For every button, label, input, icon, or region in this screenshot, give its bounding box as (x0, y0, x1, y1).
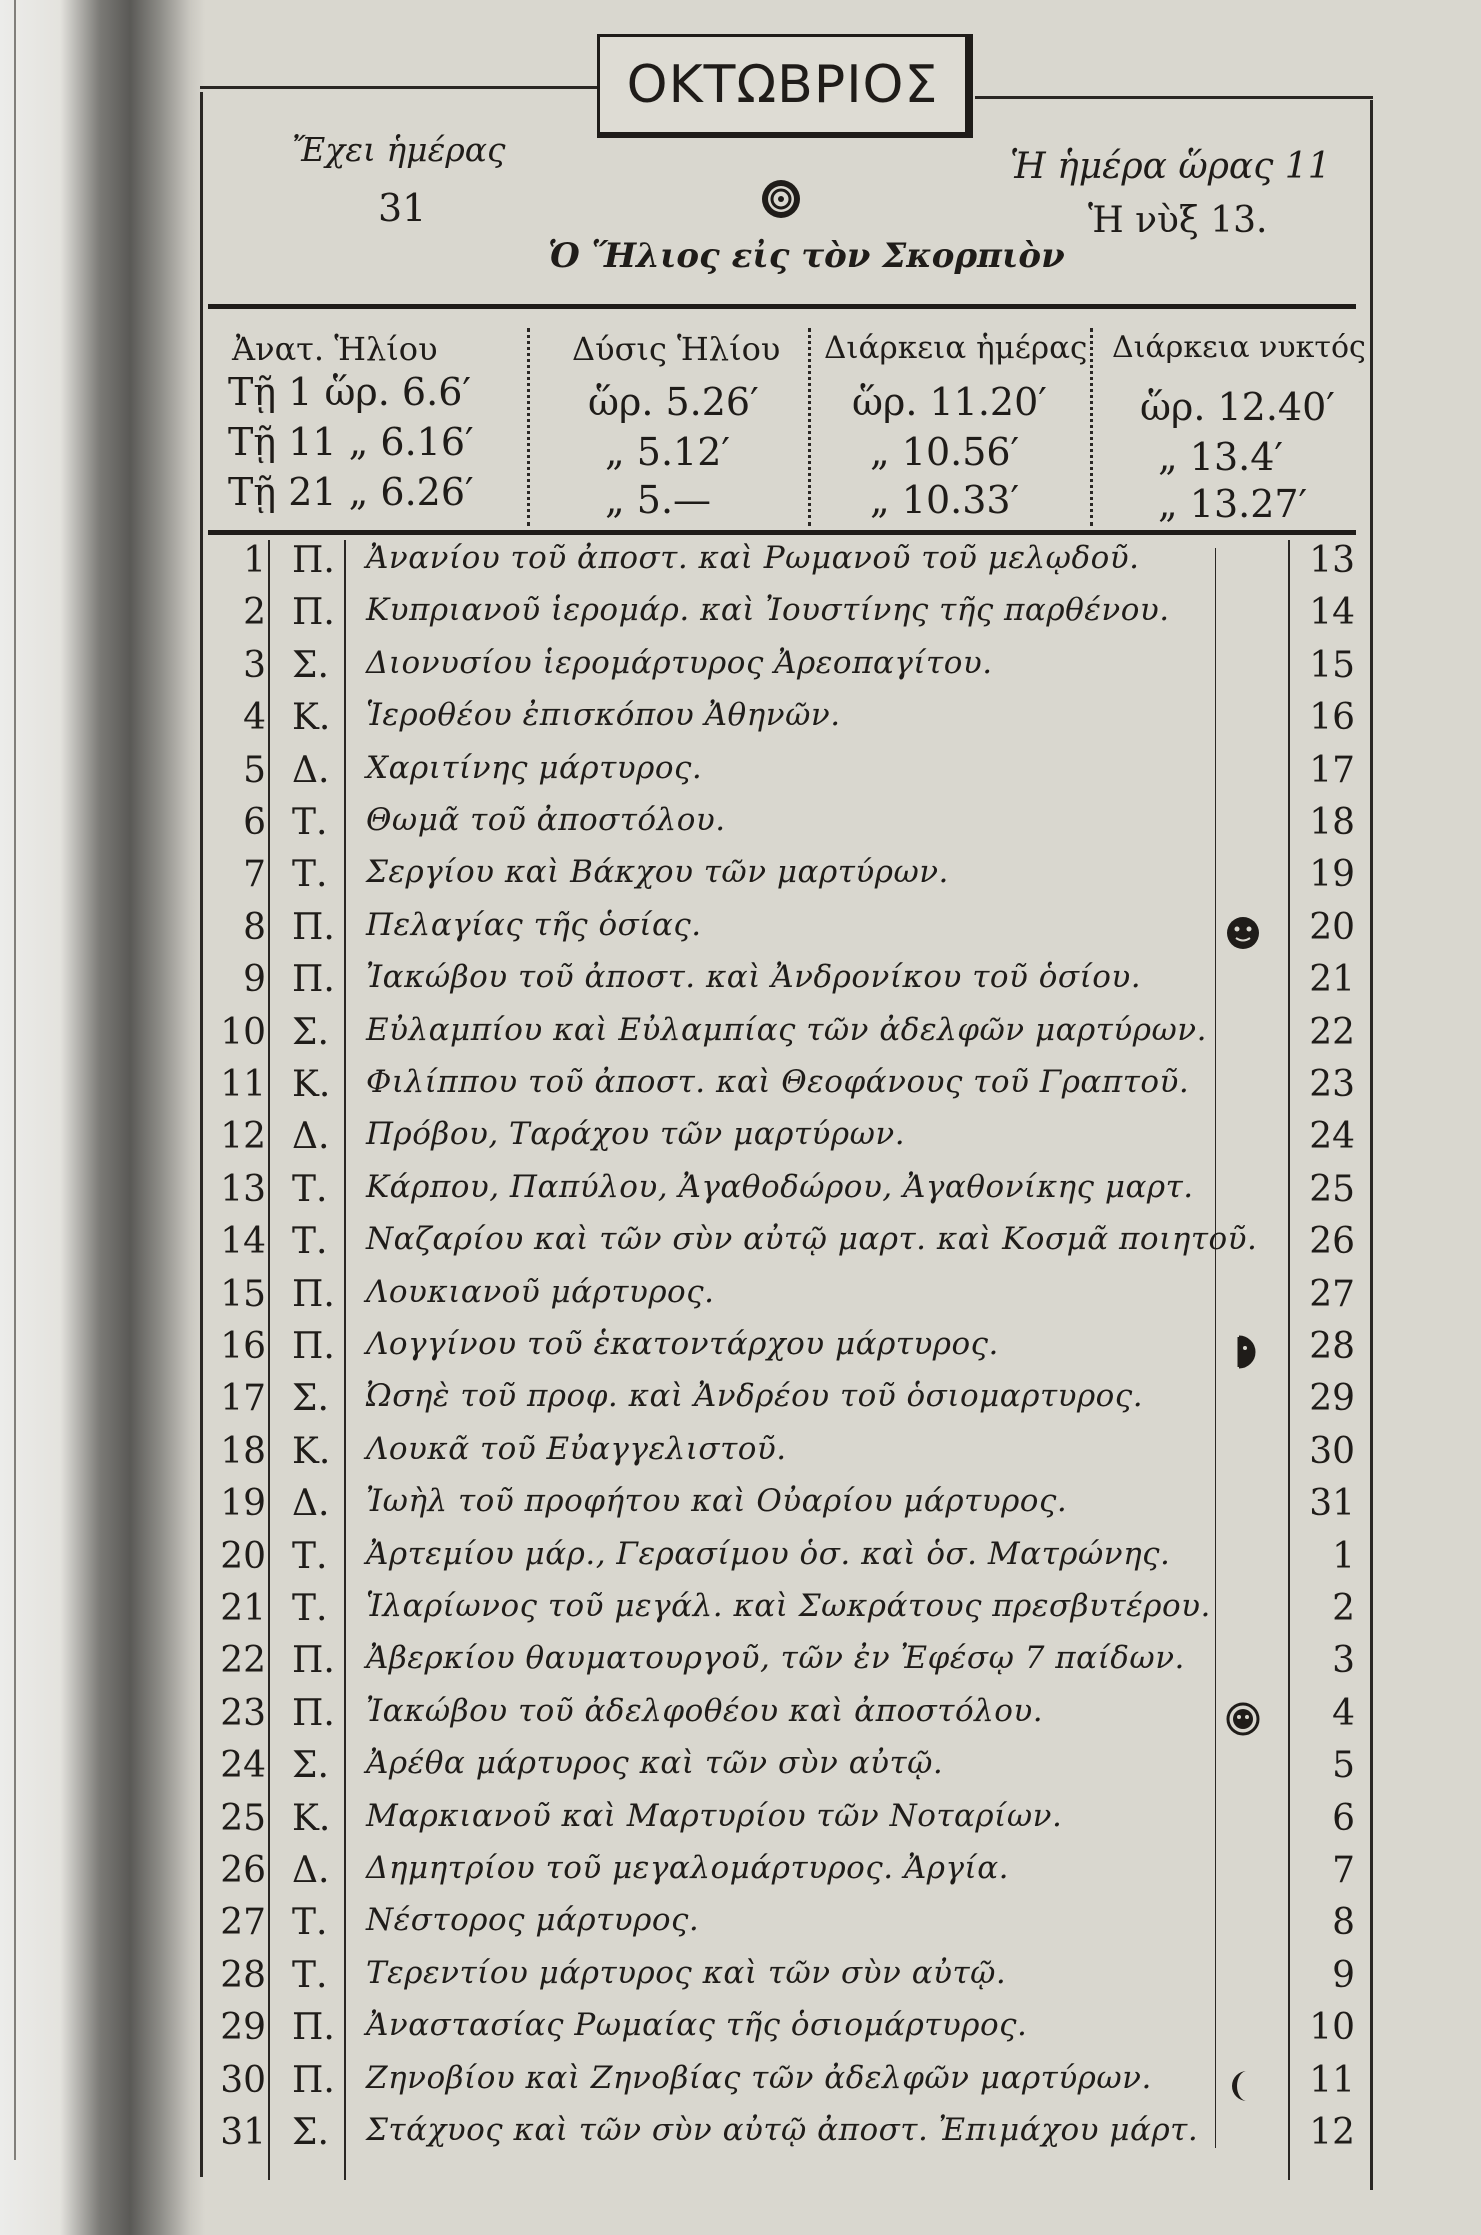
day-number: 24 (220, 1745, 266, 1787)
day-number: 2 (243, 592, 266, 634)
col-header-sunrise: Ἀνατ. Ἡλίου (232, 330, 438, 368)
sunrise-21: Τῇ 21 „ 6.26′ (228, 470, 474, 514)
weekday: Τ. (292, 1168, 328, 1210)
nightlength-21: „ 13.27′ (1158, 482, 1308, 526)
old-style-date: 12 (1309, 2112, 1355, 2153)
weekday: Π. (292, 1692, 335, 1734)
day-number: 6 (243, 802, 266, 843)
calendar-row (208, 592, 1358, 644)
weekday: Π. (292, 1273, 335, 1315)
old-style-date: 10 (1309, 2007, 1355, 2049)
old-style-date: 7 (1332, 1850, 1355, 1891)
day-number: 20 (220, 1535, 266, 1577)
feast-name: Ἱεροθέου ἐπισκόπου Ἀθηνῶν. (366, 697, 841, 734)
first-quarter-icon (1225, 2068, 1261, 2104)
calendar-row (208, 2007, 1358, 2059)
zodiac-line: Ὁ Ἥλιος εἰς τὸν Σκορπιὸν (548, 236, 1065, 276)
old-style-date: 21 (1309, 959, 1355, 1001)
frame-top-right (975, 96, 1373, 99)
calendar-row (208, 2112, 1358, 2164)
calendar-row (208, 1798, 1358, 1850)
calendar-row (208, 1640, 1358, 1692)
old-style-date: 3 (1332, 1640, 1355, 1682)
day-number: 9 (243, 959, 266, 1001)
weekday: Π. (292, 906, 335, 948)
feast-name: Ἱλαρίωνος τοῦ μεγάλ. καὶ Σωκράτους πρεσβυτέρου. (366, 1588, 1211, 1624)
page-margin-rule (14, 0, 16, 2160)
feast-name: Κάρπου, Παπύλου, Ἀγαθοδώρου, Ἀγαθονίκης μαρτ. (366, 1168, 1194, 1205)
day-number: 22 (220, 1640, 266, 1682)
calendar-row (208, 1064, 1358, 1116)
feast-name: Ἰωὴλ τοῦ προφήτου καὶ Οὐαρίου μάρτυρος. (366, 1483, 1068, 1520)
sun-col-sep-1 (527, 328, 530, 526)
old-style-date: 27 (1309, 1273, 1355, 1315)
weekday: Δ. (292, 1116, 330, 1158)
day-number: 17 (220, 1378, 266, 1420)
old-style-date: 26 (1309, 1221, 1355, 1263)
calendar-row (208, 1588, 1358, 1640)
day-number: 30 (220, 2059, 266, 2101)
feast-name: Ὠσηὲ τοῦ προφ. καὶ Ἀνδρέου τοῦ ὁσιομαρτυρος. (366, 1378, 1144, 1415)
day-hours: Ἡ ἡμέρα ὥρας 11 (1010, 146, 1331, 187)
day-number: 26 (220, 1850, 266, 1891)
new-moon-icon (1225, 1701, 1261, 1737)
weekday: Τ. (292, 1221, 328, 1263)
calendar-row (208, 1850, 1358, 1902)
feast-name: Λογγίνου τοῦ ἑκατοντάρχου μάρτυρος. (366, 1326, 999, 1362)
month-title-box (597, 34, 973, 138)
day-number: 5 (243, 749, 266, 791)
old-style-date: 30 (1309, 1430, 1355, 1472)
day-number: 29 (220, 2007, 266, 2049)
old-style-date: 19 (1309, 854, 1355, 896)
calendar-row (208, 1326, 1358, 1378)
weekday: Π. (292, 592, 335, 634)
old-style-date: 15 (1309, 644, 1355, 686)
day-number: 21 (220, 1588, 266, 1629)
sunset-21: „ 5.— (605, 478, 712, 522)
calendar-row (208, 1955, 1358, 2007)
day-number: 19 (220, 1483, 266, 1525)
weekday: Σ. (292, 644, 329, 686)
day-number: 27 (220, 1902, 266, 1944)
weekday: Κ. (292, 1797, 331, 1839)
day-number: 23 (220, 1692, 266, 1734)
old-style-date: 25 (1309, 1168, 1355, 1210)
calendar-row (208, 750, 1358, 802)
old-style-date: 4 (1332, 1692, 1355, 1734)
old-style-date: 8 (1332, 1902, 1355, 1944)
weekday: Κ. (292, 1430, 331, 1472)
old-style-date: 2 (1332, 1588, 1355, 1629)
calendar-row (208, 645, 1358, 697)
old-style-date: 14 (1309, 592, 1355, 634)
day-number: 11 (220, 1064, 266, 1105)
day-number: 1 (243, 540, 266, 581)
feast-name: Λουκᾶ τοῦ Εὐαγγελιστοῦ. (366, 1430, 787, 1467)
sun-icon (757, 175, 805, 223)
calendar-row (208, 2060, 1358, 2112)
weekday: Τ. (292, 1954, 328, 1996)
old-style-date: 9 (1332, 1954, 1355, 1996)
calendar-row (208, 1116, 1358, 1168)
calendar-row (208, 1693, 1358, 1745)
calendar-row (208, 1536, 1358, 1588)
day-number: 31 (220, 2112, 266, 2153)
feast-name: Ἰακώβου τοῦ ἀδελφοθέου καὶ ἀποστόλου. (366, 1692, 1044, 1729)
days-value: 31 (378, 186, 427, 230)
feast-name: Ἀρτεμίου μάρ., Γερασίμου ὁσ. καὶ ὁσ. Ματρώνης. (366, 1535, 1171, 1572)
calendar-row (208, 1169, 1358, 1221)
daylength-21: „ 10.33′ (870, 478, 1020, 522)
old-style-date: 6 (1332, 1797, 1355, 1839)
weekday: Δ. (292, 1483, 330, 1525)
weekday: Π. (292, 959, 335, 1001)
feast-name: Διονυσίου ἱερομάρτυρος Ἀρεοπαγίτου. (366, 644, 993, 681)
weekday: Τ. (292, 1588, 328, 1629)
calendar-row (208, 959, 1358, 1011)
day-number: 12 (220, 1116, 266, 1158)
calendar-row (208, 1378, 1358, 1430)
feast-name: Πρόβου, Ταράχου τῶν μαρτύρων. (366, 1116, 906, 1153)
calendar-row (208, 1483, 1358, 1535)
weekday: Δ. (292, 1850, 330, 1891)
sun-col-sep-2 (808, 328, 811, 526)
daylength-1: ὥρ. 11.20′ (852, 380, 1047, 424)
feast-name: Φιλίππου τοῦ ἀποστ. καὶ Θεοφάνους τοῦ Γραπτοῦ. (366, 1064, 1190, 1100)
feast-name: Χαριτίνης μάρτυρος. (366, 749, 703, 786)
feast-name: Λουκιανοῦ μάρτυρος. (366, 1273, 715, 1310)
nightlength-1: ὥρ. 12.40′ (1140, 385, 1335, 429)
old-style-date: 29 (1309, 1378, 1355, 1420)
feast-name: Στάχυος καὶ τῶν σὺν αὐτῷ ἀποστ. Ἐπιμάχου μάρτ. (366, 2112, 1199, 2148)
feast-name: Σεργίου καὶ Βάκχου τῶν μαρτύρων. (366, 854, 949, 891)
feast-name: Εὐλαμπίου καὶ Εὐλαμπίας τῶν ἀδελφῶν μαρτύρων. (366, 1011, 1207, 1048)
day-number: 3 (243, 644, 266, 686)
header-rule (208, 304, 1356, 309)
old-style-date: 1 (1332, 1535, 1355, 1577)
calendar-row (208, 802, 1358, 854)
old-style-date: 13 (1309, 540, 1355, 581)
feast-name: Τερεντίου μάρτυρος καὶ τῶν σὺν αὐτῷ. (366, 1954, 1007, 1991)
feast-name: Πελαγίας τῆς ὁσίας. (366, 906, 702, 943)
day-number: 13 (220, 1168, 266, 1210)
col-header-sunset: Δύσις Ἡλίου (572, 330, 781, 368)
night-hours: Ἡ νὺξ 13. (1088, 200, 1268, 241)
sun-col-sep-3 (1090, 328, 1093, 526)
day-number: 8 (243, 906, 266, 948)
old-style-date: 18 (1309, 802, 1355, 843)
sunrise-11: Τῇ 11 „ 6.16′ (228, 420, 474, 464)
weekday: Σ. (292, 1378, 329, 1420)
weekday: Κ. (292, 697, 331, 739)
day-number: 7 (243, 854, 266, 896)
nightlength-11: „ 13.4′ (1158, 435, 1284, 479)
table-top-rule (208, 530, 1356, 535)
old-style-date: 23 (1309, 1064, 1355, 1105)
feast-name: Κυπριανοῦ ἱερομάρ. καὶ Ἰουστίνης τῆς παρθένου. (366, 592, 1170, 629)
feast-name: Δημητρίου τοῦ μεγαλομάρτυρος. Ἀργία. (366, 1850, 1009, 1886)
weekday: Σ. (292, 2112, 329, 2153)
old-style-date: 22 (1309, 1011, 1355, 1053)
weekday: Σ. (292, 1745, 329, 1787)
frame-left (200, 92, 203, 2177)
full-moon-icon (1225, 915, 1261, 951)
feast-name: Ἰακώβου τοῦ ἀποστ. καὶ Ἀνδρονίκου τοῦ ὁσίου. (366, 959, 1142, 996)
feast-name: Ἀναστασίας Ρωμαίας τῆς ὁσιομάρτυρος. (366, 2007, 1028, 2044)
calendar-row (208, 540, 1358, 592)
weekday: Τ. (292, 1535, 328, 1577)
col-header-nightlength: Διάρκεια νυκτός (1112, 330, 1366, 365)
old-style-date: 24 (1309, 1116, 1355, 1158)
daylength-11: „ 10.56′ (870, 430, 1020, 474)
frame-top-left (200, 86, 598, 89)
old-style-date: 16 (1309, 697, 1355, 739)
sunset-1: ὥρ. 5.26′ (588, 380, 759, 424)
weekday: Π. (292, 2059, 335, 2101)
weekday: Τ. (292, 1902, 328, 1944)
month-title: ΟΚΤΩΒΡΙΟΣ (626, 54, 939, 115)
feast-name: Ἀνανίου τοῦ ἀποστ. καὶ Ρωμανοῦ τοῦ μελῳδοῦ. (366, 540, 1140, 576)
day-number: 10 (220, 1011, 266, 1053)
calendar-row (208, 907, 1358, 959)
day-number: 4 (243, 697, 266, 739)
day-number: 15 (220, 1273, 266, 1315)
feast-name: Ἀβερκίου θαυματουργοῦ, τῶν ἐν Ἐφέσῳ 7 παίδων. (366, 1640, 1185, 1677)
last-quarter-icon (1225, 1334, 1261, 1370)
calendar-row (208, 1221, 1358, 1273)
feast-name: Νέστορος μάρτυρος. (366, 1902, 700, 1939)
book-binding-shadow (0, 0, 205, 2235)
day-number: 25 (220, 1797, 266, 1839)
calendar-row (208, 1012, 1358, 1064)
frame-right (1370, 100, 1373, 2190)
weekday: Π. (292, 1326, 335, 1367)
feast-name: Ναζαρίου καὶ τῶν σὺν αὐτῷ μαρτ. καὶ Κοσμᾶ ποιητοῦ. (366, 1221, 1258, 1258)
weekday: Π. (292, 1640, 335, 1682)
sunset-11: „ 5.12′ (605, 430, 731, 474)
weekday: Κ. (292, 1064, 331, 1105)
feast-name: Ζηνοβίου καὶ Ζηνοβίας τῶν ἀδελφῶν μαρτύρων. (366, 2059, 1152, 2096)
old-style-date: 17 (1309, 749, 1355, 791)
feast-name: Θωμᾶ τοῦ ἀποστόλου. (366, 802, 726, 838)
calendar-row (208, 697, 1358, 749)
old-style-date: 5 (1332, 1745, 1355, 1787)
calendar-row (208, 1431, 1358, 1483)
calendar-row (208, 1902, 1358, 1954)
weekday: Π. (292, 540, 335, 581)
day-number: 14 (220, 1221, 266, 1263)
col-header-daylength: Διάρκεια ἡμέρας (824, 330, 1088, 366)
calendar-row (208, 1274, 1358, 1326)
day-number: 16 (220, 1326, 266, 1367)
old-style-date: 11 (1309, 2059, 1355, 2101)
feast-name: Μαρκιανοῦ καὶ Μαρτυρίου τῶν Νοταρίων. (366, 1797, 1063, 1834)
sunrise-1: Τῇ 1 ὥρ. 6.6′ (228, 370, 471, 414)
old-style-date: 31 (1309, 1483, 1355, 1525)
weekday: Τ. (292, 802, 328, 843)
calendar-row (208, 854, 1358, 906)
days-label: Ἔχει ἡμέρας (292, 130, 506, 169)
weekday: Τ. (292, 854, 328, 896)
feast-name: Ἀρέθα μάρτυρος καὶ τῶν σὺν αὐτῷ. (366, 1745, 944, 1782)
old-style-date: 20 (1309, 906, 1355, 948)
calendar-row (208, 1745, 1358, 1797)
weekday: Δ. (292, 749, 330, 791)
weekday: Σ. (292, 1011, 329, 1053)
weekday: Π. (292, 2007, 335, 2049)
day-number: 28 (220, 1954, 266, 1996)
old-style-date: 28 (1309, 1326, 1355, 1367)
day-number: 18 (220, 1430, 266, 1472)
